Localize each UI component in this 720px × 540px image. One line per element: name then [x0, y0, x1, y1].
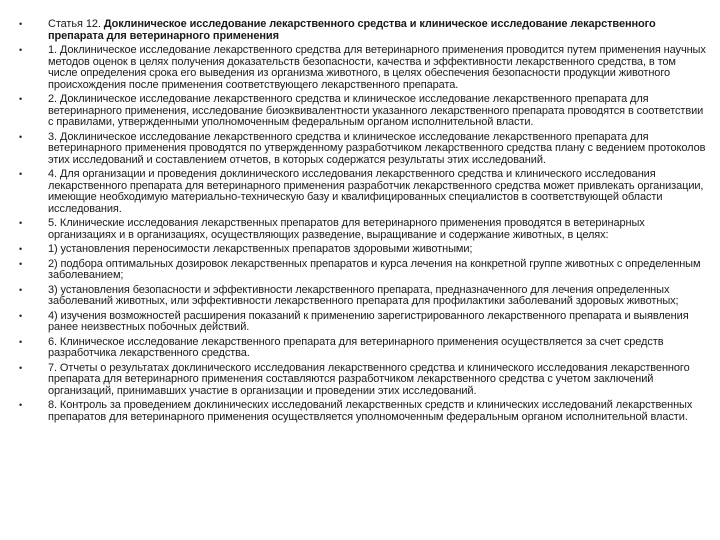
article-title: [0, 19, 708, 42]
bullet-icon: •: [19, 94, 23, 104]
bullet-icon: •: [19, 400, 23, 410]
bullet-icon: •: [19, 258, 23, 269]
list-item-text: 4. Для организации и проведения доклинического исследования лекарственного средства и клинического исследования лекарственного препарата для ветеринарного применения разработчик лекарственного средства может привлекать организации, имеющие необходимую материально-техническую базу и квалифицированных специалистов в соответствующей области исследования.: [48, 168, 704, 215]
list-item: [0, 400, 708, 423]
list-item: [0, 45, 708, 91]
list-item: [0, 285, 708, 308]
bullet-icon: •: [19, 169, 23, 179]
list-item-text: 8. Контроль за проведением доклинических исследований лекарственных средств и клинических исследований лекарственных препаратов для ветеринарного применения осуществляется уполномоченным федеральным органом исполнительной власти.: [48, 399, 693, 423]
list-item: [0, 363, 708, 398]
bullet-icon: •: [19, 362, 23, 373]
list-item-text: 6. Клиническое исследование лекарственного препарата для ветеринарного применения осуществляется за счет средств разработчика лекарственного средства.: [48, 335, 664, 359]
bullet-icon: •: [19, 218, 23, 228]
article-list: [0, 19, 720, 426]
bullet-icon: •: [19, 45, 23, 55]
bullet-icon: •: [19, 19, 23, 29]
bullet-icon: •: [19, 284, 23, 295]
bullet-icon: •: [19, 336, 23, 347]
bullet-icon: •: [19, 310, 23, 321]
list-item-text: 5. Клинические исследования лекарственных препаратов для ветеринарного применения проводятся в ветеринарных организациях и в организациях, осуществляющих разведение, выращивание и содержание животных, в целях:: [48, 217, 645, 241]
article-number: Статья 12.: [48, 18, 104, 30]
list-item-text: 7. Отчеты о результатах доклинического исследования лекарственного средства и клинического исследования лекарственного препарата для ветеринарного применения составляются разработчиком лекарственного средства с учетом заключений организаций, принимавших участие в организации и проведении этих исследований.: [48, 361, 690, 397]
article-heading: Доклиническое исследование лекарственного средства и клиническое исследование лекарственного препарата для ветеринарного применения: [48, 18, 656, 42]
bullet-icon: •: [19, 244, 23, 254]
list-item-text: 1. Доклиническое исследование лекарственного средства для ветеринарного применения проводится путем применения научных методов оценок в целях получения доказательств безопасности, качества и эффективности лекарственного средства, в том числе определения срока его выведения из организма животного, в целях обеспечения безопасности продукции животного происхождения после применения соответствующего лекарственного препарата.: [48, 44, 706, 91]
list-item: [0, 169, 708, 215]
list-item: [0, 244, 708, 256]
list-item: [0, 218, 708, 241]
list-item: [0, 132, 708, 167]
list-item: [0, 94, 708, 129]
list-item: [0, 311, 708, 334]
list-item-text: 2) подбора оптимальных дозировок лекарственных препаратов и курса лечения на конкретной группе животных с определенным заболеванием;: [48, 257, 701, 281]
list-item: [0, 337, 708, 360]
bullet-icon: •: [19, 131, 23, 142]
list-item-text: 3) установления безопасности и эффективности лекарственного препарата, предназначенного для лечения определенных заболеваний животных, или эффективности лекарственного препарата для профилактики заболеваний здоровых животных;: [48, 283, 679, 307]
list-item-text: 2. Доклиническое исследование лекарственного средства и клиническое исследование лекарственного препарата для ветеринарного применения, исследование биоэквивалентности указанного лекарственного препарата проводятся в соответствии с правилами, утвержденными уполномоченным федеральным органом исполнительной власти.: [48, 93, 704, 128]
list-item-text: 1) установления переносимости лекарственных препаратов здоровыми животными;: [48, 243, 473, 255]
list-item-text: 3. Доклиническое исследование лекарственного средства и клиническое исследование лекарственного препарата для ветеринарного применения проводятся по утвержденному разработчиком лекарственного средства плану с ведением протоколов этих исследований и составлением отчетов, в которых содержатся результаты этих исследований.: [48, 130, 706, 166]
list-item-text: 4) изучения возможностей расширения показаний к применению зарегистрированного лекарственного препарата и выявления ранее неизвестных побочных действий.: [48, 309, 689, 333]
list-item: [0, 259, 708, 282]
